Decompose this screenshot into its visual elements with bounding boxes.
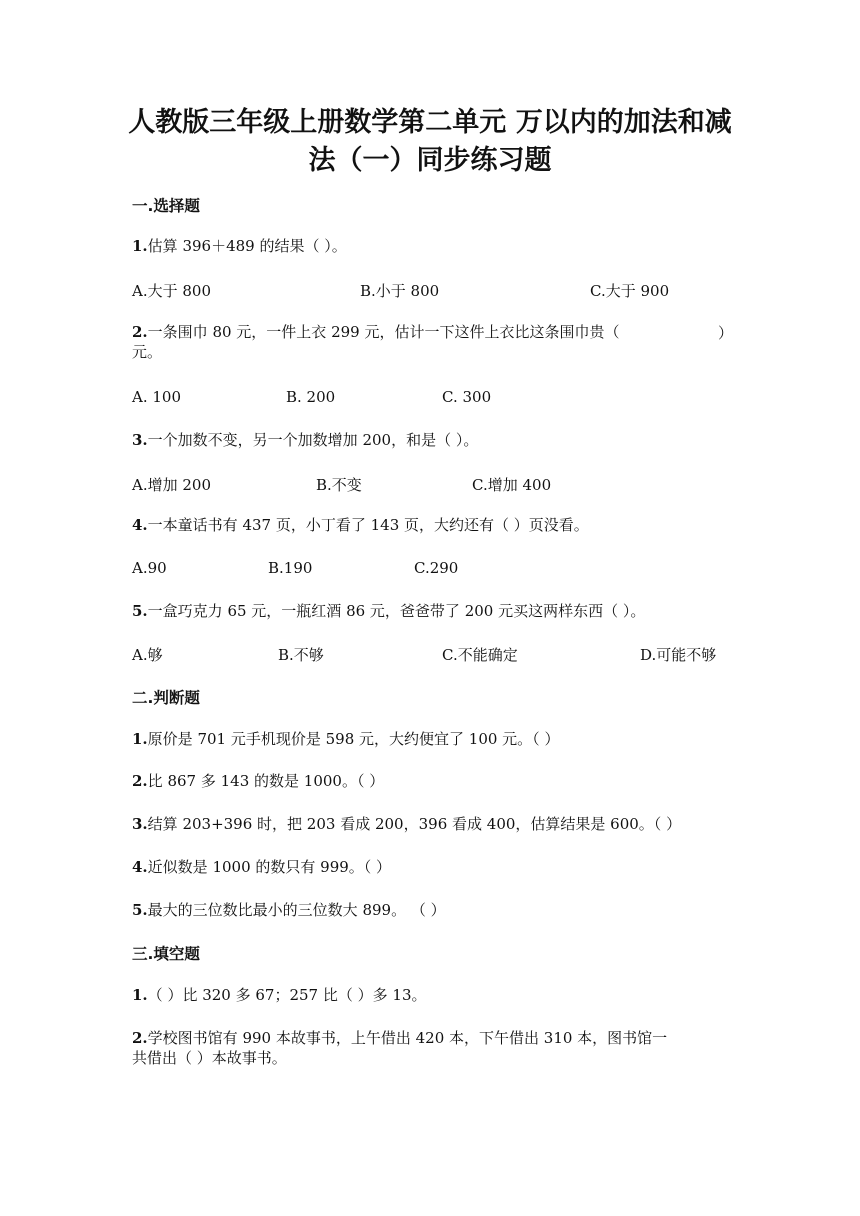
question-1-5 [132,601,732,621]
option-b: B. 200 [286,388,336,406]
question-1-2 [132,322,732,362]
option-c: C.不能确定 [442,646,518,664]
question-number: 2. [132,1029,148,1047]
closing-paren: ） [718,324,734,342]
option-a: A.90 [132,559,167,577]
question-3-1 [132,985,732,1005]
option-b: B.不变 [316,476,362,494]
question-number: 4. [132,516,148,534]
question-2-4 [132,857,732,877]
worksheet-title [120,104,740,180]
question-text: （ ）比 320 多 67；257 比（ ）多 13。 [147,986,427,1004]
question-number: 5. [132,901,148,919]
option-c: C.290 [414,559,459,577]
question-2-3 [132,814,732,834]
question-number: 3. [132,815,148,833]
option-a: A.增加 200 [132,476,211,494]
option-b: B.190 [268,559,313,577]
question-number: 1. [132,986,148,1004]
option-a: A. 100 [132,388,181,406]
question-text: 一个加数不变，另一个加数增加 200，和是（ ）。 [147,431,479,449]
option-c: C.增加 400 [472,476,552,494]
option-c: C.大于 900 [590,282,670,300]
question-1-4 [132,515,732,535]
question-text: 一盒巧克力 65 元，一瓶红酒 86 元，爸爸带了 200 元买这两样东西（ ）。 [147,602,646,620]
option-d: D.可能不够 [640,646,717,664]
question-2-1 [132,729,732,749]
title-line-2: 法（一）同步练习题 [308,145,552,176]
title-line-1: 人教版三年级上册数学第二单元 万以内的加法和减 [128,107,732,138]
question-number: 1. [132,730,148,748]
question-2-2 [132,771,732,791]
question-text-cont: 元。 [132,343,163,361]
question-2-5 [132,900,732,920]
question-number: 2. [132,323,148,341]
section-heading-judge: 二.判断题 [132,689,200,707]
question-text: 结算 203+396 时，把 203 看成 200，396 看成 400，估算结果是 600。（ ） [147,815,682,833]
question-text: 最大的三位数比最小的三位数大 899。 （ ） [147,901,446,919]
option-b: B.不够 [278,646,324,664]
question-number: 5. [132,602,148,620]
option-c: C. 300 [442,388,492,406]
question-text: 估算 396＋489 的结果（ ）。 [147,237,347,255]
question-number: 1. [132,237,148,255]
question-1-1 [132,236,732,256]
option-a: A.够 [132,646,163,664]
question-3-2 [132,1028,732,1068]
question-text: 比 867 多 143 的数是 1000。（ ） [147,772,385,790]
question-text: 近似数是 1000 的数只有 999。（ ） [147,858,392,876]
question-number: 2. [132,772,148,790]
question-number: 4. [132,858,148,876]
option-a: A.大于 800 [132,282,211,300]
option-b: B.小于 800 [360,282,440,300]
question-1-3 [132,430,732,450]
question-text: 学校图书馆有 990 本故事书，上午借出 420 本，下午借出 310 本，图书馆一 [147,1029,668,1047]
question-text: 原价是 701 元手机现价是 598 元，大约便宜了 100 元。（ ） [147,730,560,748]
question-text-cont: 共借出（ ）本故事书。 [132,1049,287,1067]
question-text: 一条围巾 80 元，一件上衣 299 元，估计一下这件上衣比这条围巾贵（ [147,323,620,341]
section-heading-choice: 一.选择题 [132,197,200,215]
question-text: 一本童话书有 437 页，小丁看了 143 页，大约还有（ ）页没看。 [147,516,589,534]
question-number: 3. [132,431,148,449]
section-heading-fill: 三.填空题 [132,945,200,963]
